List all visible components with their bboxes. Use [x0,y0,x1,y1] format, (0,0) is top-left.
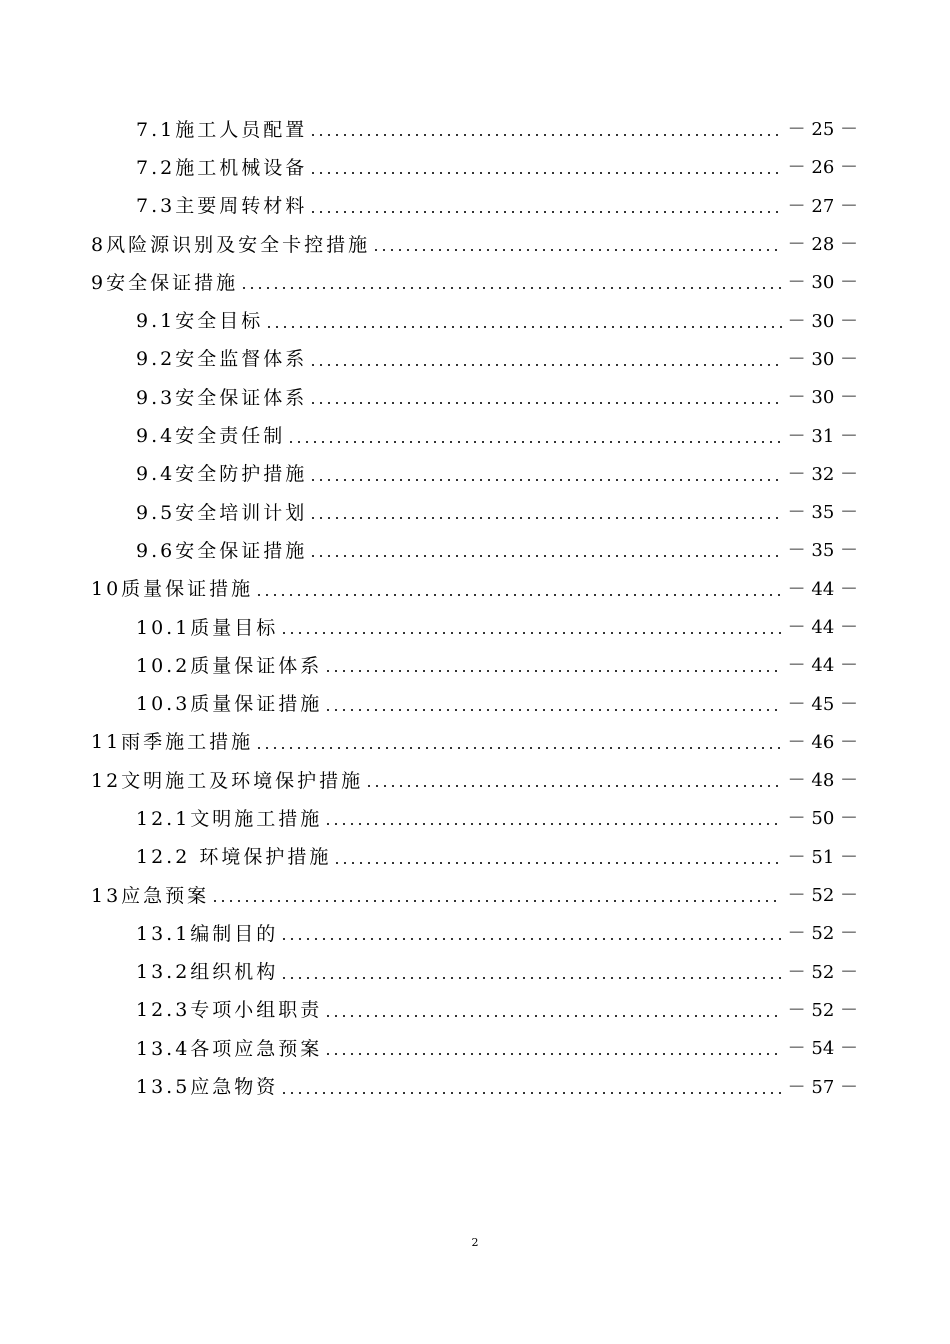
toc-entry[interactable] [0,607,950,645]
toc-entry-title: 12.3专项小组职责 [136,999,323,1022]
toc-entry-page: － 30 － [787,387,858,409]
toc-entry[interactable] [0,722,950,760]
toc-entry-title: 13.2组织机构 [136,961,279,984]
toc-entry[interactable] [0,1028,950,1066]
toc-entry-page: － 31 － [787,425,858,447]
toc-entry[interactable] [0,454,950,492]
toc-entry-page: － 44 － [787,578,858,600]
toc-dot-leader [211,900,781,902]
toc-dot-leader [333,862,781,864]
toc-entry-page: － 52 － [787,999,858,1021]
toc-entry-title: 9.2安全监督体系 [136,348,308,371]
toc-dot-leader [324,1015,781,1017]
toc-dot-leader [280,938,781,940]
toc-dot-leader [324,1053,781,1055]
toc-entry[interactable] [0,492,950,530]
toc-entry-title: 9.4安全防护措施 [136,463,308,486]
toc-dot-leader [255,747,781,749]
toc-entry[interactable] [0,224,950,262]
toc-entry-title: 13.5应急物资 [136,1076,279,1099]
toc-entry-page: － 27 － [787,195,858,217]
toc-entry[interactable] [0,530,950,568]
toc-dot-leader [324,823,781,825]
toc-dot-leader [309,555,781,557]
toc-entry-title: 9.3安全保证体系 [136,386,308,409]
toc-entry-title: 11雨季施工措施 [91,731,254,754]
toc-entry-page: － 26 － [787,157,858,179]
toc-entry[interactable] [0,875,950,913]
toc-dot-leader [309,134,781,136]
toc-entry-page: － 46 － [787,731,858,753]
toc-dot-leader [265,326,781,328]
toc-entry-page: － 25 － [787,119,858,141]
toc-dot-leader [372,249,782,251]
toc-entry-title: 9.4安全责任制 [136,425,286,448]
toc-entry[interactable] [0,990,950,1028]
toc-dot-leader [240,287,782,289]
toc-entry[interactable] [0,377,950,415]
toc-entry-title: 9安全保证措施 [91,271,239,294]
toc-entry[interactable] [0,760,950,798]
toc-entry[interactable] [0,837,950,875]
table-of-contents [0,109,950,1105]
toc-entry[interactable] [0,186,950,224]
toc-dot-leader [309,517,781,519]
toc-entry-title: 7.3主要周转材料 [136,195,308,218]
toc-entry-page: － 48 － [787,770,858,792]
toc-entry-page: － 57 － [787,1076,858,1098]
toc-entry[interactable] [0,798,950,836]
toc-entry[interactable] [0,569,950,607]
toc-entry-page: － 52 － [787,961,858,983]
toc-entry-title: 10.3质量保证措施 [136,693,323,716]
toc-dot-leader [309,364,781,366]
toc-entry-page: － 30 － [787,348,858,370]
toc-entry-page: － 51 － [787,846,858,868]
toc-entry-page: － 52 － [787,923,858,945]
toc-dot-leader [309,211,781,213]
toc-entry[interactable] [0,645,950,683]
toc-entry[interactable] [0,147,950,185]
toc-dot-leader [287,441,781,443]
toc-entry[interactable] [0,339,950,377]
toc-entry-title: 9.6安全保证措施 [136,539,308,562]
toc-entry-page: － 54 － [787,1038,858,1060]
toc-entry-title: 13.1编制目的 [136,922,279,945]
toc-entry[interactable] [0,415,950,453]
toc-entry-page: － 52 － [787,885,858,907]
toc-entry[interactable] [0,262,950,300]
toc-entry[interactable] [0,952,950,990]
toc-dot-leader [324,670,781,672]
toc-dot-leader [255,594,781,596]
toc-entry-title: 13应急预案 [91,884,210,907]
toc-entry-page: － 30 － [787,272,858,294]
toc-entry-title: 12文明施工及环境保护措施 [91,769,364,792]
toc-entry-title: 8风险源识别及安全卡控措施 [91,233,371,256]
toc-entry-title: 13.4各项应急预案 [136,1037,323,1060]
toc-entry-page: － 44 － [787,655,858,677]
toc-entry[interactable] [0,1066,950,1104]
toc-dot-leader [309,402,781,404]
toc-entry-title: 12.2 环境保护措施 [136,846,332,869]
page-number: 2 [471,1236,479,1249]
toc-entry-page: － 35 － [787,502,858,524]
toc-entry-page: － 50 － [787,808,858,830]
toc-entry-title: 10质量保证措施 [91,578,254,601]
toc-entry-page: － 28 － [787,234,858,256]
toc-entry-title: 7.2施工机械设备 [136,156,308,179]
toc-entry-title: 7.1施工人员配置 [136,118,308,141]
toc-entry[interactable] [0,109,950,147]
toc-dot-leader [324,709,781,711]
toc-entry-page: － 32 － [787,463,858,485]
toc-entry[interactable] [0,683,950,721]
toc-entry-page: － 44 － [787,617,858,638]
toc-dot-leader [280,1092,781,1094]
toc-entry-title: 9.1安全目标 [136,310,264,333]
toc-dot-leader [309,172,781,174]
toc-entry-page: － 30 － [787,310,858,332]
toc-entry-page: － 45 － [787,693,858,715]
toc-dot-leader [365,785,781,787]
toc-entry[interactable] [0,300,950,338]
toc-dot-leader [280,977,781,979]
toc-entry-page: － 35 － [787,540,858,562]
toc-entry-title: 10.1质量目标 [136,616,279,639]
toc-entry-title: 9.5安全培训计划 [136,501,308,524]
toc-dot-leader [309,479,781,481]
toc-dot-leader [280,632,781,634]
toc-entry-title: 10.2质量保证体系 [136,654,323,677]
toc-entry[interactable] [0,913,950,951]
toc-entry-title: 12.1文明施工措施 [136,807,323,830]
